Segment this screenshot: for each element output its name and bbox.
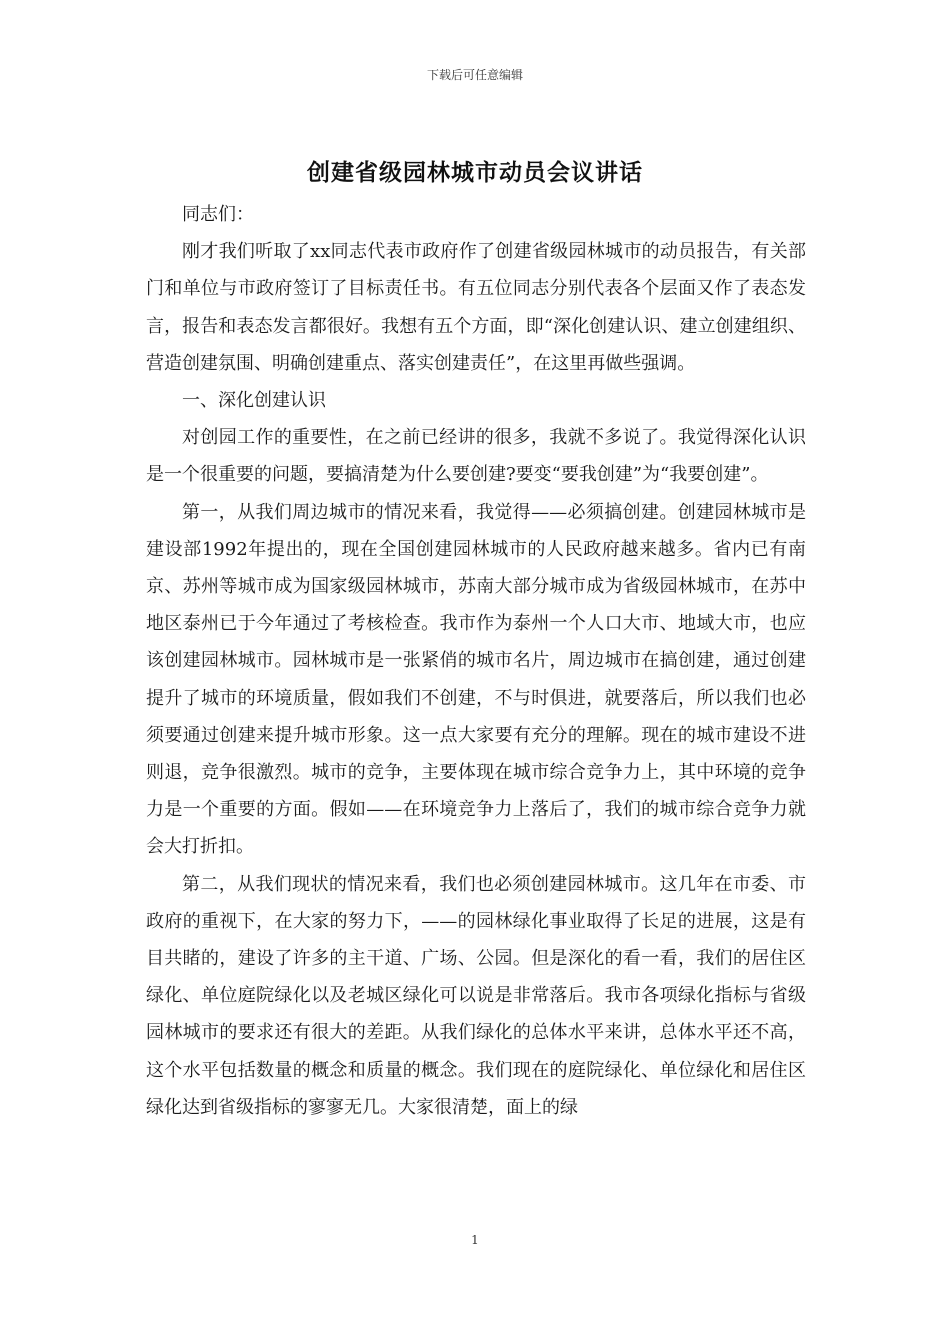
body-paragraph: 对创园工作的重要性，在之前已经讲的很多，我就不多说了。我觉得深化认识是一个很重要的问题，要搞清楚为什么要创建?要变“要我创建”为“我要创建”。 <box>146 427 806 486</box>
body-paragraph: 第一，从我们周边城市的情况来看，我觉得——必须搞创建。创建园林城市是建设部1992年提出的，现在全国创建园林城市的人民政府越来越多。省内已有南京、苏州等城市成为国家级园林城市，苏南大部分城市成为省级园林城市，在苏中地区泰州已于今年通过了考核检查。我市作为泰州一个人口大市、地域大市，也应该创建园林城市。园林城市是一张紧俏的城市名片，周边城市在搞创建，通过创建提升了城市的环境质量，假如我们不创建，不与时俱进，就要落后，所以我们也必须要通过创建来提升城市形象。这一点大家要有充分的理解。现在的城市建设不进则退，竞争很激烈。城市的竞争，主要体现在城市综合竞争力上，其中环境的竞争力是一个重要的方面。假如——在环境竞争力上落后了，我们的城市综合竞争力就会大打折扣。 <box>146 501 806 858</box>
document-title: 创建省级园林城市动员会议讲话 <box>307 160 643 186</box>
document-body <box>146 196 806 1126</box>
page-number: 1 <box>471 1233 479 1247</box>
section-heading: 一、深化创建认识 <box>182 390 326 412</box>
page-header-note: 下载后可任意编辑 <box>426 68 523 82</box>
body-paragraph: 刚才我们听取了xx同志代表市政府作了创建省级园林城市的动员报告，有关部门和单位与市政府签订了目标责任书。有五位同志分别代表各个层面又作了表态发言，报告和表态发言都很好。我想有五个方面，即“深化创建认识、建立创建组织、营造创建氛围、明确创建重点、落实创建责任”，在这里再做些强调。 <box>146 241 806 374</box>
body-paragraph: 第二，从我们现状的情况来看，我们也必须创建园林城市。这几年在市委、市政府的重视下，在大家的努力下，——的园林绿化事业取得了长足的进展，这是有目共睹的，建设了许多的主干道、广场、公园。但是深化的看一看，我们的居住区绿化、单位庭院绿化以及老城区绿化可以说是非常落后。我市各项绿化指标与省级园林城市的要求还有很大的差距。从我们绿化的总体水平来讲，总体水平还不高，这个水平包括数量的概念和质量的概念。我们现在的庭院绿化、单位绿化和居住区绿化达到省级指标的寥寥无几。大家很清楚，面上的绿 <box>146 873 806 1118</box>
salutation-paragraph: 同志们： <box>182 204 254 225</box>
